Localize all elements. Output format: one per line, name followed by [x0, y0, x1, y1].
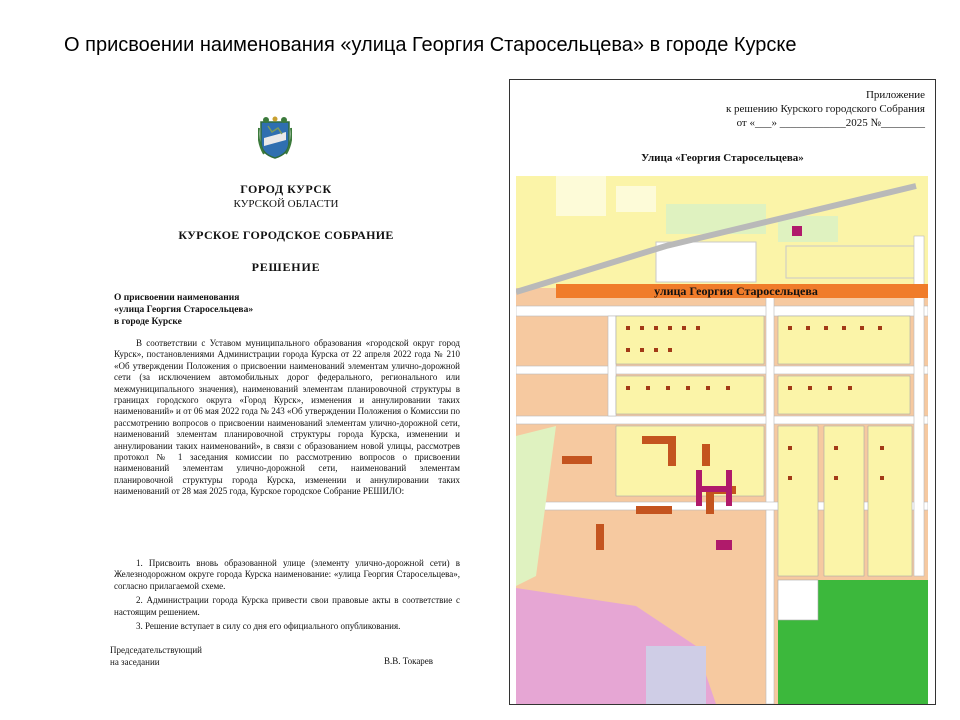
doc-council: КУРСКОЕ ГОРОДСКОЕ СОБРАНИЕ — [178, 228, 394, 242]
map-road — [766, 288, 774, 704]
map-plot — [834, 446, 838, 450]
map-plot — [842, 326, 846, 330]
map-block — [778, 580, 818, 620]
map-block — [868, 426, 912, 576]
map-plot — [834, 476, 838, 480]
street-label: улица Георгия Старосельцева — [654, 284, 818, 298]
map-plot — [880, 476, 884, 480]
map-plot — [706, 386, 710, 390]
map-plot — [626, 386, 630, 390]
street-scheme-map — [516, 176, 928, 704]
map-plot — [666, 386, 670, 390]
map-road — [516, 502, 928, 510]
doc-subject-line: О присвоении наименования — [114, 293, 240, 303]
doc-signature-role-line: на заседании — [110, 657, 160, 667]
map-block — [556, 176, 606, 216]
doc-decision-heading: РЕШЕНИЕ — [251, 260, 321, 274]
doc-signature-name: В.В. Токарев — [384, 656, 434, 666]
map-plot — [788, 446, 792, 450]
doc-signature-role-line: Председательствующий — [110, 645, 202, 655]
map-plot — [878, 326, 882, 330]
map-plot — [626, 348, 630, 352]
doc-item: 3. Решение вступает в силу со дня его официального опубликования. — [136, 621, 401, 632]
map-plot — [668, 326, 672, 330]
doc-subject-line: в городе Курске — [114, 317, 182, 327]
doc-body — [114, 338, 460, 498]
appendix-page — [509, 79, 936, 705]
map-plot — [726, 386, 730, 390]
map-building — [596, 524, 604, 550]
map-plot — [848, 386, 852, 390]
map-green-block — [666, 204, 766, 234]
map-road — [516, 416, 928, 424]
map-block — [778, 376, 910, 414]
map-road — [516, 366, 928, 374]
map-facility — [792, 226, 802, 236]
doc-item: 2. Администрации города Курска привести свои правовые акты в соответствие с настоящим решением. — [114, 595, 460, 617]
map-facility — [696, 486, 732, 492]
map-road — [516, 306, 928, 316]
map-plot — [686, 386, 690, 390]
doc-items — [114, 558, 460, 635]
map-plot — [860, 326, 864, 330]
doc-city: ГОРОД КУРСК — [240, 182, 332, 196]
map-block — [616, 376, 764, 414]
doc-signature-role — [110, 644, 202, 668]
map-plot — [880, 446, 884, 450]
map-plot — [682, 326, 686, 330]
doc-body-paragraph: В соответствии с Уставом муниципального образования «городской округ город Курск», постановлениями Администрации города Курска от 22 апреля 2022 года № 210 «Об утверждении Положения о присвоении наименований элементам улично-дорожной сети (за исключением автомобильных дорог федерального, регионального или межмуниципального значения), наименований элементам планировочной структуры в границах городского округа «Город Курск», изменения и аннулировании таких наименований» и от 06 мая 2022 года № 243 «Об утверждении Положения о Комиссии по рассмотрению вопросов о присвоении наименований элементам улично-дорожной сети, наименований элементам планировочной структуры города Курска, изменении и аннулировании таких наименований», в связи с образованием новой улицы, рассмотрев протокол № 1 заседания комиссии по рассмотрению вопросов о присвоении наименований элементам улично-дорожной сети, наименований элементам планировочной структуры города Курска, изменении и аннулировании таких наименований от 28 мая 2025 года, Курское городское Собрание РЕШИЛО: — [114, 338, 460, 497]
doc-subject-line: «улица Георгия Старосельцева» — [114, 305, 254, 315]
doc-item: 1. Присвоить вновь образованной улице (элементу улично-дорожной сети) в Железнодорожном округе города Курска наименование: «улица Георгия Старосельцева», согласно прилагаемой схеме. — [114, 558, 460, 591]
slide-title: О присвоении наименования «улица Георгия Старосельцева» в городе Курске — [64, 34, 797, 56]
map-plot — [788, 386, 792, 390]
map-plot — [808, 386, 812, 390]
map-block — [616, 186, 656, 212]
map-plot — [640, 348, 644, 352]
map-building — [668, 436, 676, 466]
map-block — [786, 246, 916, 278]
appendix-line: от «___» ____________2025 №________ — [736, 117, 925, 129]
map-plot — [626, 326, 630, 330]
map-road — [608, 316, 616, 416]
map-block — [616, 426, 764, 496]
map-block — [824, 426, 864, 576]
map-utility-zone — [646, 646, 706, 704]
map-plot — [696, 326, 700, 330]
map-plot — [824, 326, 828, 330]
map-building — [562, 456, 592, 464]
map-plot — [646, 386, 650, 390]
map-block — [616, 316, 764, 364]
map-building — [636, 506, 672, 514]
map-plot — [668, 348, 672, 352]
map-plot — [654, 326, 658, 330]
map-plot — [640, 326, 644, 330]
map-title: Улица «Георгия Старосельцева» — [641, 152, 804, 164]
appendix-line: к решению Курского городского Собрания — [725, 103, 925, 115]
map-plot — [788, 476, 792, 480]
appendix-line: Приложение — [865, 89, 925, 101]
coat-of-arms-icon — [258, 116, 292, 160]
appendix-header — [726, 88, 925, 130]
doc-subject — [114, 292, 253, 328]
map-building — [702, 444, 710, 466]
map-block — [778, 316, 910, 364]
map-block — [778, 426, 818, 576]
map-facility — [716, 540, 732, 550]
map-plot — [654, 348, 658, 352]
map-plot — [806, 326, 810, 330]
doc-region: КУРСКОЙ ОБЛАСТИ — [233, 198, 339, 210]
map-plot — [828, 386, 832, 390]
decision-document — [108, 110, 464, 680]
map-plot — [788, 326, 792, 330]
map-block — [656, 242, 756, 282]
